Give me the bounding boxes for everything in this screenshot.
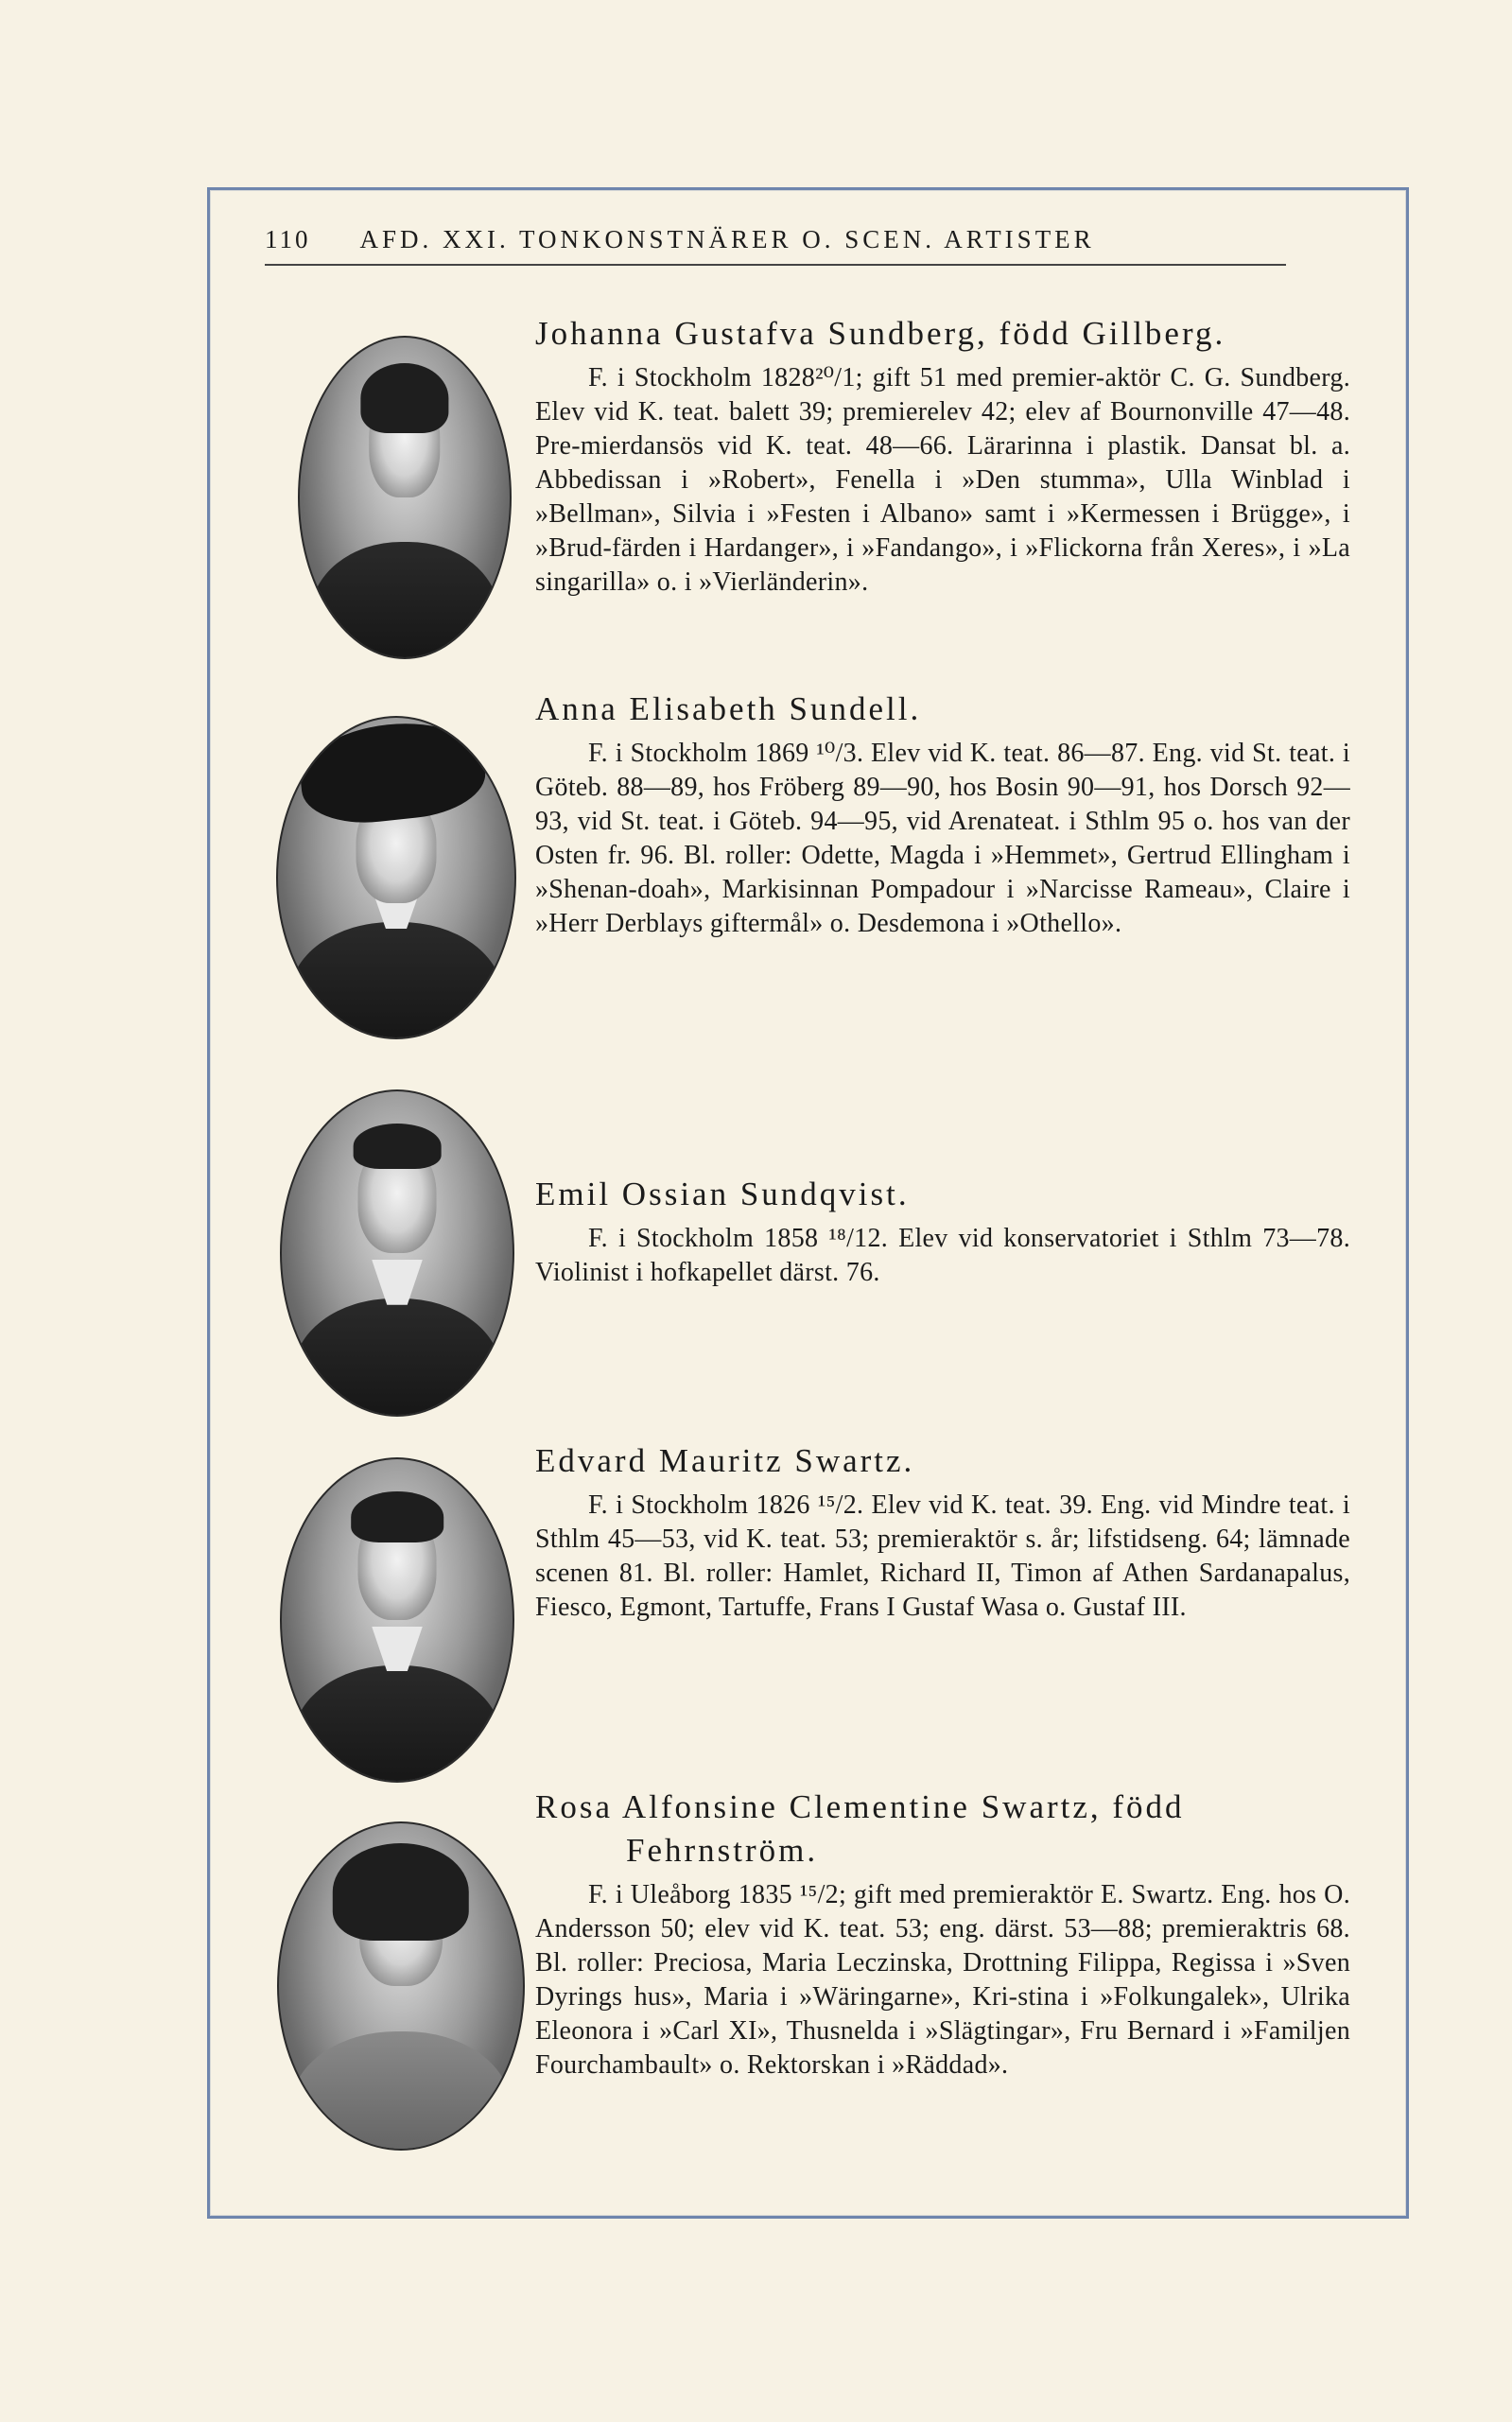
entry-swartz-edvard bbox=[535, 1439, 1350, 1625]
entry-name-line2: Fehrnström. bbox=[626, 1832, 819, 1869]
entry-name-line1: Rosa Alfonsine Clementine Swartz, född bbox=[535, 1788, 1185, 1825]
section-title: AFD. XXI. TONKONSTNÄRER O. SCEN. ARTISTER bbox=[359, 225, 1095, 253]
page-number: 110 bbox=[265, 225, 311, 253]
portrait-sundell bbox=[276, 716, 516, 1039]
portrait-swartz-edvard bbox=[280, 1457, 514, 1783]
entry-name: Edvard Mauritz Swartz. bbox=[535, 1442, 915, 1479]
entry-sundell bbox=[535, 688, 1350, 941]
running-head bbox=[265, 225, 1286, 266]
portrait-sundqvist bbox=[280, 1089, 514, 1417]
entry-swartz-rosa bbox=[535, 1786, 1350, 2082]
entry-text: F. i Stockholm 1858 ¹⁸/12. Elev vid konservatoriet i Sthlm 73—78. Violinist i hofkapellet därst. 76. bbox=[535, 1224, 1350, 1287]
entry-text: F. i Stockholm 1869 ¹⁰/3. Elev vid K. teat. 86—87. Eng. vid St. teat. i Göteb. 88—89, hos Fröberg 89—90, hos Bosin 90—91, hos Dorsch 92—93, vid St. teat. i Göteb. 94—95, vid Arenateat. i Sthlm 95 o. hos van der Osten fr. 96. Bl. roller: Odette, Magda i »Hemmet», Gertrud Ellingham i »Shenan-doah», Markisinnan Pompadour i »Narcisse Rameau», Claire i »Herr Derblays giftermål» o. Desdemona i »Othello». bbox=[535, 739, 1350, 938]
entry-name bbox=[535, 1786, 1350, 1873]
entry-name: Anna Elisabeth Sundell. bbox=[535, 690, 922, 727]
entry-name: Emil Ossian Sundqvist. bbox=[535, 1176, 910, 1212]
entry-text: F. i Stockholm 1826 ¹⁵/2. Elev vid K. teat. 39. Eng. vid Mindre teat. i Sthlm 45—53, vid K. teat. 53; premieraktör s. år; lifstidseng. 64; lämnade scenen 81. Bl. roller: Hamlet, Richard II, Timon af Athen Sardanapalus, Fiesco, Egmont, Tartuffe, Frans I Gustaf Wasa o. Gustaf III. bbox=[535, 1490, 1350, 1622]
entry-text: F. i Stockholm 1828²⁰/1; gift 51 med premier-aktör C. G. Sundberg. Elev vid K. teat. balett 39; premierelev 42; elev af Bournonville 47—48. Pre-mierdansös vid K. teat. 48—66. Lärarinna i plastik. Dansat bl. a. Abbedissan i »Robert», Fenella i »Den stumma», Ulla Winblad i »Bellman», Silvia i »Festen i Albano» samt i »Kermessen i Brügge», i »Brud-färden i Hardanger», i »Fandango», i »Flickorna från Xeres», i »La singarilla» o. i »Vierländerin». bbox=[535, 363, 1350, 597]
portrait-swartz-rosa bbox=[277, 1821, 525, 2151]
portrait-sundberg bbox=[298, 336, 512, 659]
entry-sundberg bbox=[535, 312, 1350, 600]
entry-name: Johanna Gustafva Sundberg, född Gillberg. bbox=[535, 315, 1226, 352]
entry-text: F. i Uleåborg 1835 ¹⁵/2; gift med premieraktör E. Swartz. Eng. hos O. Andersson 50; elev vid K. teat. 53; eng. därst. 53—88; premieraktris 68. Bl. roller: Preciosa, Maria Leczinska, Drottning Filippa, Regissa i »Sven Dyrings hus», Maria i »Wäringarne», Kri-stina i »Folkungalek», Ulrika Eleonora i »Carl XI», Thusnelda i »Slägtingar», Fru Bernard i »Familjen Fourchambault» o. Rektorskan i »Räddad». bbox=[535, 1880, 1350, 2080]
entry-sundqvist bbox=[535, 1173, 1350, 1290]
